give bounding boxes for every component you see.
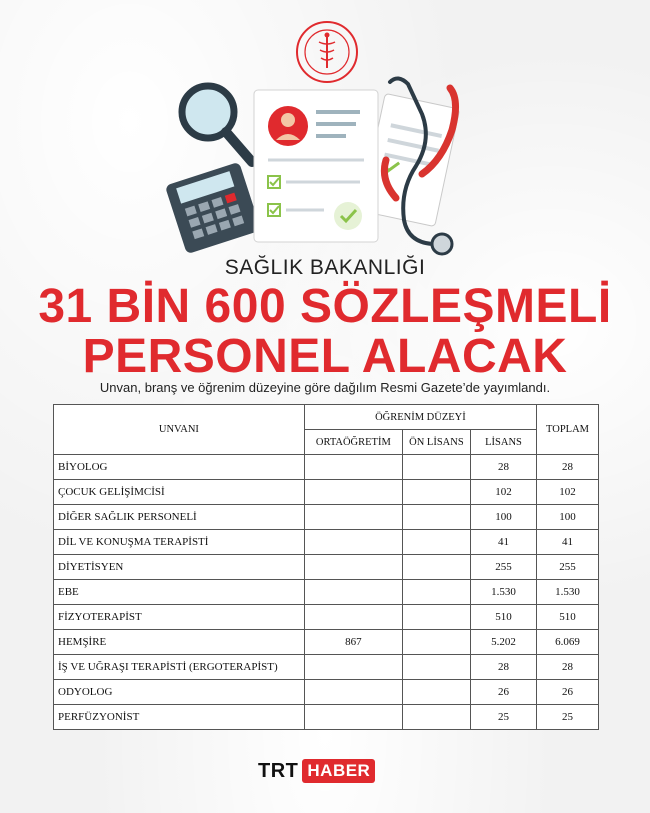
cell-toplam: 41 [537, 530, 599, 555]
cell-toplam: 28 [537, 655, 599, 680]
cell-name: PERFÜZYONİST [54, 705, 305, 730]
cell-name: FİZYOTERAPİST [54, 605, 305, 630]
table-row [54, 680, 599, 705]
header-ortaogretim: ORTAÖĞRETİM [304, 430, 402, 455]
cell-name: İŞ VE UĞRAŞI TERAPİSTİ (ERGOTERAPİST) [54, 655, 305, 680]
cell-lisans: 5.202 [470, 630, 536, 655]
table-row [54, 455, 599, 480]
table-row [54, 580, 599, 605]
cell-on-lisans [402, 455, 470, 480]
cell-ortaogretim [304, 605, 402, 630]
header-ogrenim: ÖĞRENİM DÜZEYİ [304, 405, 536, 430]
table-row [54, 655, 599, 680]
medical-illustration [160, 70, 480, 260]
cell-lisans: 1.530 [470, 580, 536, 605]
headline-line-2: PERSONEL ALACAK [82, 330, 568, 383]
logo-haber-text: HABER [302, 759, 375, 783]
cell-toplam: 28 [537, 455, 599, 480]
cell-lisans: 102 [470, 480, 536, 505]
cell-name: BİYOLOG [54, 455, 305, 480]
cell-toplam: 510 [537, 605, 599, 630]
table-row [54, 530, 599, 555]
cell-on-lisans [402, 630, 470, 655]
cell-toplam: 255 [537, 555, 599, 580]
cell-name: DİĞER SAĞLIK PERSONELİ [54, 505, 305, 530]
cell-lisans: 255 [470, 555, 536, 580]
table-row [54, 630, 599, 655]
cell-name: EBE [54, 580, 305, 605]
header-on-lisans: ÖN LİSANS [402, 430, 470, 455]
headline-line-1: 31 BİN 600 SÖZLEŞMELİ [38, 280, 612, 333]
cell-ortaogretim [304, 705, 402, 730]
header-toplam: TOPLAM [537, 405, 599, 455]
magnifier-icon [182, 86, 252, 162]
cell-toplam: 100 [537, 505, 599, 530]
ministry-name: SAĞLIK BAKANLIĞI [224, 256, 426, 279]
cell-toplam: 102 [537, 480, 599, 505]
table-row [54, 480, 599, 505]
cell-ortaogretim [304, 580, 402, 605]
cell-on-lisans [402, 505, 470, 530]
cell-lisans: 100 [470, 505, 536, 530]
cell-ortaogretim [304, 555, 402, 580]
logo-trt-text: TRT [258, 759, 299, 782]
cell-on-lisans [402, 480, 470, 505]
cell-toplam: 25 [537, 705, 599, 730]
trt-haber-logo [258, 759, 375, 783]
cell-name: ODYOLOG [54, 680, 305, 705]
caption: Unvan, branş ve öğrenim düzeyine göre dağılım Resmi Gazete’de yayımlandı. [99, 380, 551, 395]
cell-name: HEMŞİRE [54, 630, 305, 655]
cell-lisans: 28 [470, 655, 536, 680]
cell-lisans: 25 [470, 705, 536, 730]
cell-lisans: 28 [470, 455, 536, 480]
table-row [54, 605, 599, 630]
cell-name: ÇOCUK GELİŞİMCİSİ [54, 480, 305, 505]
cell-toplam: 26 [537, 680, 599, 705]
table-row [54, 505, 599, 530]
cell-ortaogretim [304, 480, 402, 505]
header-lisans: LİSANS [470, 430, 536, 455]
cell-ortaogretim [304, 655, 402, 680]
cell-toplam: 6.069 [537, 630, 599, 655]
calculator-icon [165, 162, 261, 255]
personnel-table [53, 404, 599, 730]
cell-lisans: 26 [470, 680, 536, 705]
cell-ortaogretim: 867 [304, 630, 402, 655]
cell-lisans: 41 [470, 530, 536, 555]
cell-ortaogretim [304, 455, 402, 480]
table-header-row [54, 405, 599, 430]
cell-ortaogretim [304, 530, 402, 555]
cell-on-lisans [402, 530, 470, 555]
document-icon [254, 90, 378, 242]
table-row [54, 705, 599, 730]
cell-lisans: 510 [470, 605, 536, 630]
header-unvani: UNVANI [54, 405, 305, 455]
cell-on-lisans [402, 555, 470, 580]
cell-on-lisans [402, 605, 470, 630]
cell-toplam: 1.530 [537, 580, 599, 605]
cell-on-lisans [402, 705, 470, 730]
cell-name: DİYETİSYEN [54, 555, 305, 580]
cell-ortaogretim [304, 505, 402, 530]
cell-on-lisans [402, 655, 470, 680]
cell-on-lisans [402, 580, 470, 605]
cell-name: DİL VE KONUŞMA TERAPİSTİ [54, 530, 305, 555]
cell-on-lisans [402, 680, 470, 705]
table-row [54, 555, 599, 580]
cell-ortaogretim [304, 680, 402, 705]
